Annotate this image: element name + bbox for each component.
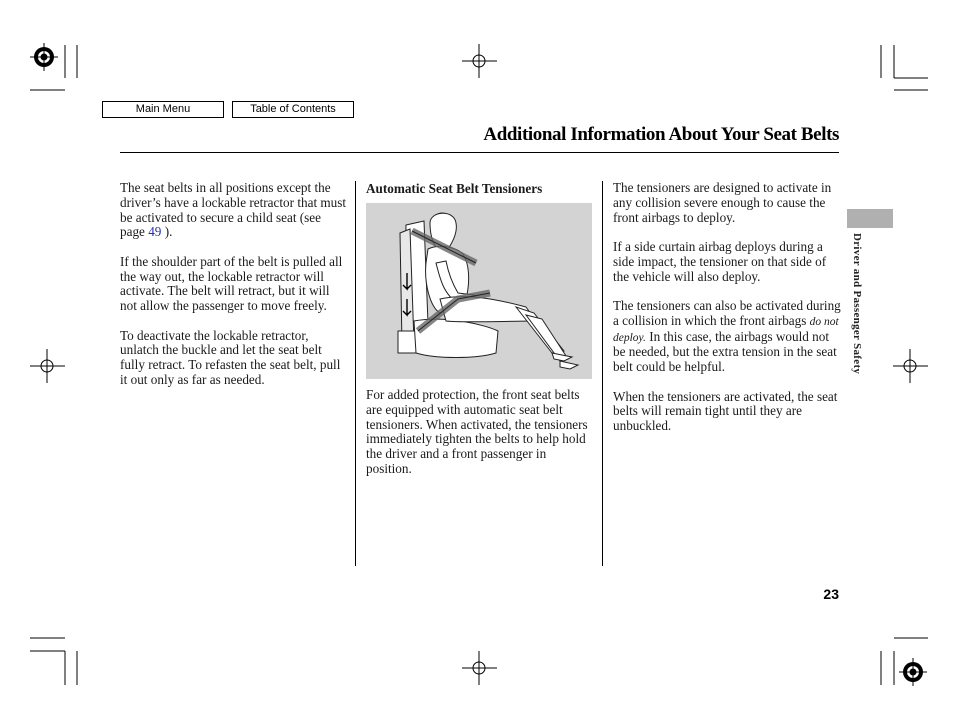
paragraph-lockable-retractor <box>120 181 348 240</box>
paragraph-no-deploy <box>613 299 841 375</box>
section-heading: Automatic Seat Belt Tensioners <box>366 181 543 196</box>
paragraph-text: In this case, the airbags would not be needed, but the extra tension in the seat belt could be helpful. <box>613 328 837 375</box>
table-of-contents-button[interactable]: Table of Contents <box>232 101 354 118</box>
column-divider-1 <box>355 181 356 566</box>
column-divider-2 <box>602 181 603 566</box>
paragraph-deactivate: To deactivate the lockable retractor, unlatch the buckle and let the seat belt fully retract. To refasten the seat belt, pull it out only as far as needed. <box>120 327 341 387</box>
page-49-link[interactable]: 49 <box>148 224 162 240</box>
paragraph-tensioners-intro: For added protection, the front seat belts are equipped with automatic seat belt tensioners. When activated, the tensioners immediately tighten the belts to help hold the driver and a front passenger in position. <box>366 387 588 476</box>
column-middle-body <box>366 388 594 491</box>
paragraph-tensioner-activation: The tensioners are designed to activate in any collision severe enough to cause the front airbags to deploy. <box>613 180 832 225</box>
column-right <box>613 181 841 449</box>
registration-target-bottom-right <box>899 658 927 686</box>
seat-belt-illustration <box>366 203 592 379</box>
paragraph-shoulder-belt: If the shoulder part of the belt is pulled all the way out, the lockable retractor will activate. The belt will retract, but it will not allow the passenger to move freely. <box>120 253 343 314</box>
paragraph-text: The seat belts in all positions except the driver’s have a lockable retractor that must be activated to secure a child seat (see page <box>120 180 347 240</box>
registration-target-top-left <box>30 43 58 71</box>
paragraph-side-curtain: If a side curtain airbag deploys during a side impact, the tensioner on that side of the vehicle will also deploy. <box>613 238 827 284</box>
page-number: 23 <box>823 586 839 602</box>
section-tab <box>847 209 893 228</box>
seated-passenger-drawing <box>366 203 592 379</box>
title-rule <box>120 152 839 153</box>
paragraph-remain-tight: When the tensioners are activated, the seat belts will remain tight until they are unbuckled. <box>613 388 838 434</box>
paragraph-text: ). <box>161 224 173 240</box>
page-title: Additional Information About Your Seat Belts <box>483 124 839 145</box>
paragraph-text: The tensioners can also be activated during a collision in which the front airbags <box>613 297 841 328</box>
main-menu-button[interactable]: Main Menu <box>102 101 224 118</box>
section-label: Driver and Passenger Safety <box>851 233 863 375</box>
column-left <box>120 181 348 402</box>
emphasis-text: do not deploy. <box>613 315 839 344</box>
